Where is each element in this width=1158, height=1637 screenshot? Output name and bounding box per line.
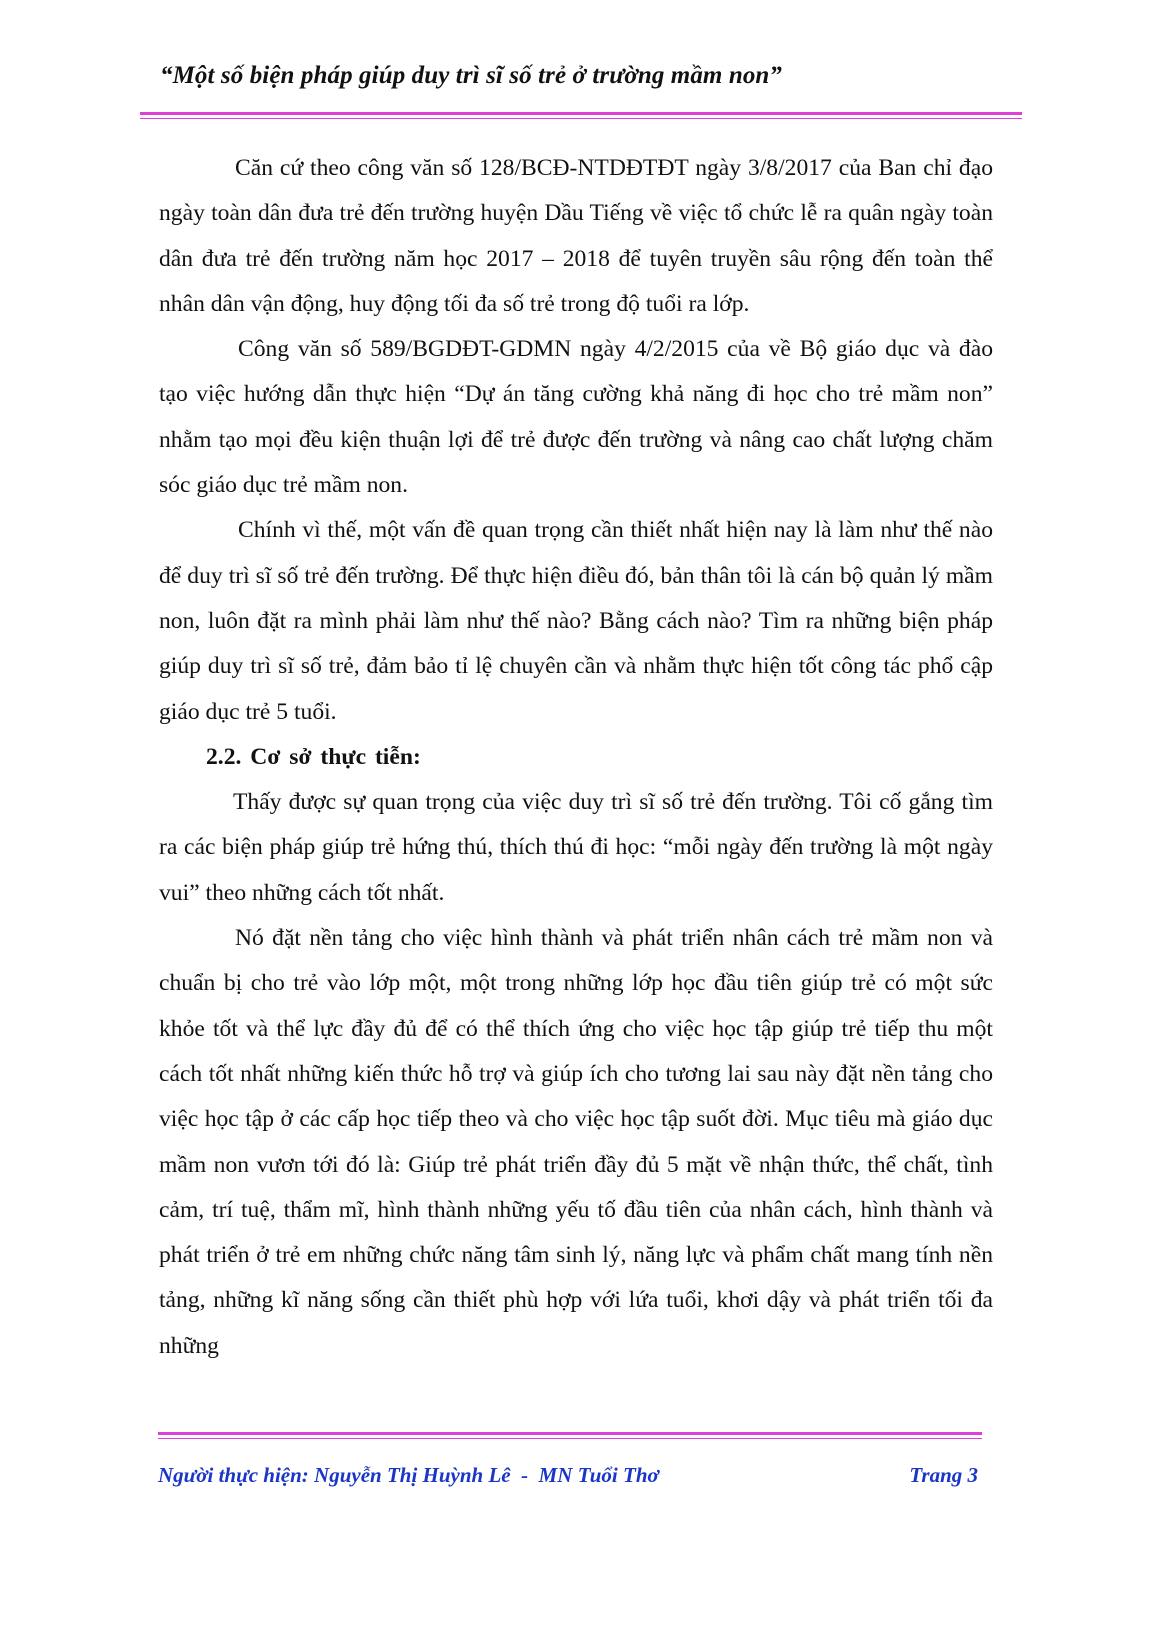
section-heading-practical-basis: 2.2. Cơ sở thực tiễn: [206,743,421,770]
paragraph-legal-basis-2: Công văn số 589/BGDĐT-GDMN ngày 4/2/2015 của về Bộ giáo dục và đào tạo việc hướng dẫn thực hiện “Dự án tăng cường khả năng đi học cho trẻ mầm non” nhằm tạo mọi đều kiện thuận lợi để trẻ được đến trường và nâng cao chất lượng chăm sóc giáo dục trẻ mầm non. [159,336,993,499]
footer-divider [158,1432,982,1439]
paragraph-practical-2: Nó đặt nền tảng cho việc hình thành và phát triển nhân cách trẻ mầm non và chuẩn bị cho trẻ vào lớp một, một trong những lớp học đầu tiên giúp trẻ có một sức khỏe tốt và thể lực đầy đủ để có thể thích ứng cho việc học tập giúp trẻ tiếp thu một cách tốt nhất những kiến thức hỗ trợ và giúp ích cho tương lai sau này đặt nền tảng cho việc học tập ở các cấp học tiếp theo và cho việc học tập suốt đời. Mục tiêu mà giáo dục mầm non vươn tới đó là: Giúp trẻ phát triển đầy đủ 5 mặt về nhận thức, thể chất, tình cảm, trí tuệ, thẩm mĩ, hình thành những yếu tố đầu tiên của nhân cách, hình thành và phát triển ở trẻ em những chức năng tâm sinh lý, năng lực và phẩm chất mang tính nền tảng, những kĩ năng sống cần thiết phù hợp với lứa tuổi, khơi dậy và phát triển tối đa những [159,925,993,1359]
paragraph-legal-basis-1: Căn cứ theo công văn số 128/BCĐ-NTDĐTĐT ngày 3/8/2017 của Ban chỉ đạo ngày toàn dân đưa trẻ đến trường huyện Dầu Tiếng về việc tổ chức lễ ra quân ngày toàn dân đưa trẻ đến trường năm học 2017 – 2018 để tuyên truyền sâu rộng đến toàn thể nhân dân vận động, huy động tối đa số trẻ trong độ tuổi ra lớp. [159,155,993,317]
document-body [159,146,993,1369]
footer-page-number: Trang 3 [909,1463,978,1487]
page-header-title: “Một số biện pháp giúp duy trì sĩ số trẻ ở trường mầm non” [160,62,783,89]
header-divider [140,112,1022,119]
footer-author: Người thực hiện: Nguyễn Thị Huỳnh Lê - MN Tuổi Thơ [158,1463,659,1487]
paragraph-problem-statement: Chính vì thế, một vấn đề quan trọng cần thiết nhất hiện nay là làm như thế nào để duy trì sĩ số trẻ đến trường. Để thực hiện điều đó, bản thân tôi là cán bộ quản lý mầm non, luôn đặt ra mình phải làm như thế nào? Bằng cách nào? Tìm ra những biện pháp giúp duy trì sĩ số trẻ, đảm bảo tỉ lệ chuyên cần và nhằm thực hiện tốt công tác phổ cập giáo dục trẻ 5 tuổi. [159,517,993,725]
paragraph-practical-1: Thấy được sự quan trọng của việc duy trì sĩ số trẻ đến trường. Tôi cố gắng tìm ra các biện pháp giúp trẻ hứng thú, thích thú đi học: “mỗi ngày đến trường là một ngày vui” theo những cách tốt nhất. [159,789,993,906]
